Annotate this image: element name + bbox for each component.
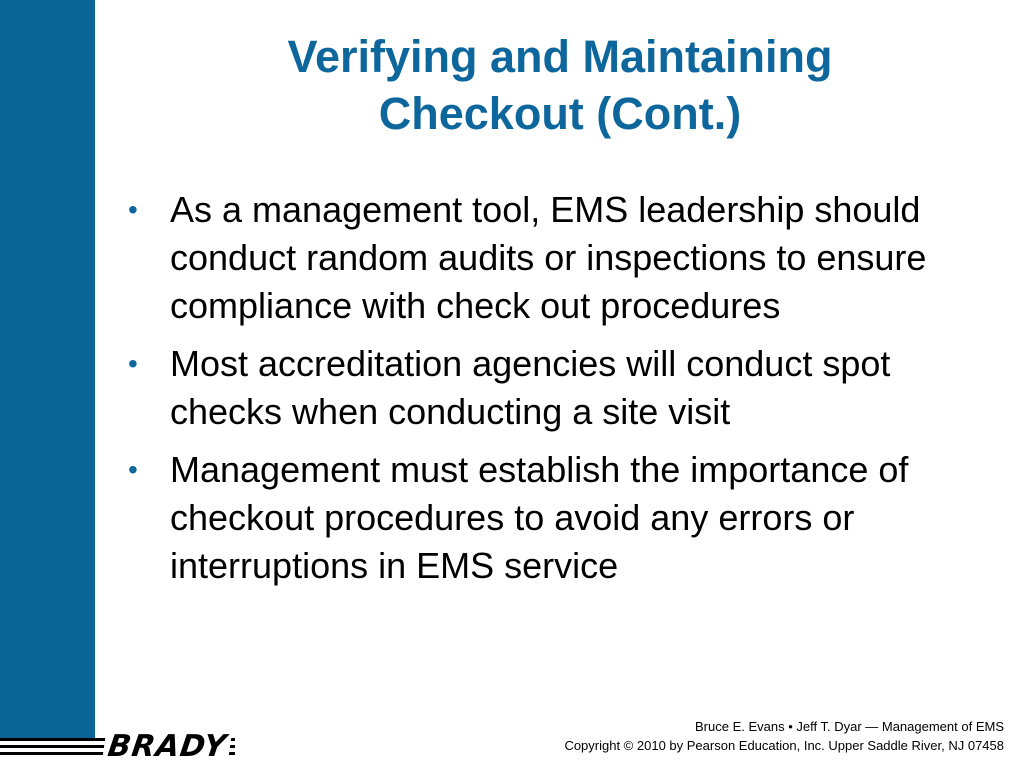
bullet-item [128, 446, 998, 590]
bullet-item [128, 186, 998, 330]
bullet-text: As a management tool, EMS leadership should conduct random audits or inspections to ensure compliance with check out procedures [170, 189, 927, 326]
brady-logo: BRADY [102, 730, 233, 764]
left-accent-bar [0, 0, 95, 738]
bullet-dot-icon: • [128, 454, 138, 485]
bullet-text: Most accreditation agencies will conduct spot checks when conducting a site visit [170, 343, 891, 432]
bullet-list [128, 186, 998, 600]
title-line-1: Verifying and Maintaining [287, 31, 833, 82]
copyright-line: Copyright © 2010 by Pearson Education, Inc. Upper Saddle River, NJ 07458 [564, 738, 1004, 753]
footer-credits [564, 717, 1004, 755]
bullet-dot-icon: • [128, 194, 138, 225]
slide-title [120, 28, 1000, 142]
bullet-dot-icon: • [128, 348, 138, 379]
title-line-2: Checkout (Cont.) [378, 88, 742, 139]
bullet-item [128, 340, 998, 436]
bullet-text: Management must establish the importance of checkout procedures to avoid any errors or interruptions in EMS service [170, 449, 909, 586]
authors-line: Bruce E. Evans • Jeff T. Dyar — Management of EMS [695, 719, 1004, 734]
